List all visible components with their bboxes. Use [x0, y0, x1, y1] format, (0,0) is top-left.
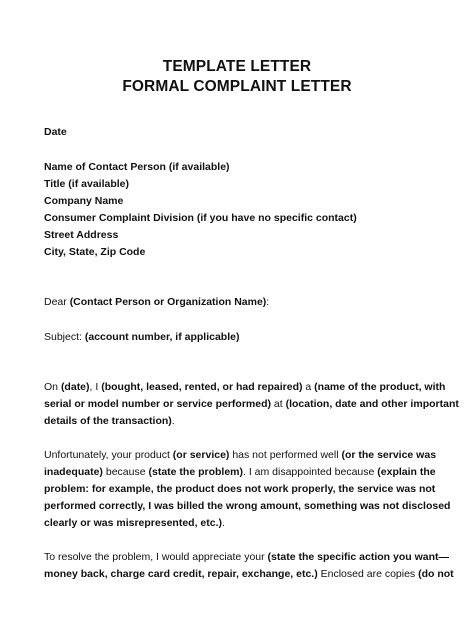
division-line: Consumer Complaint Division (if you have no specific contact) [44, 212, 357, 224]
company-line: Company Name [44, 195, 124, 207]
subject-line: Subject: (account number, if applicable) [44, 331, 240, 343]
para1-line2: serial or model number or service performed) at (location, date and other important [44, 398, 459, 410]
para3-line2: money back, charge card credit, repair, exchange, etc.) Enclosed are copies (do not [44, 568, 454, 580]
street-line: Street Address [44, 229, 119, 241]
contact-line: Name of Contact Person (if available) [44, 161, 230, 173]
letter-title: FORMAL COMPLAINT LETTER [122, 78, 352, 95]
para1-line1: On (date), I (bought, leased, rented, or had repaired) a (name of the product, with [44, 381, 446, 393]
template-title: TEMPLATE LETTER [162, 58, 312, 75]
title-line: Title (if available) [44, 178, 129, 190]
para2-line1: Unfortunately, your product (or service) has not performed well (or the service was [44, 449, 437, 461]
para3-line1: To resolve the problem, I would appreciate your (state the specific action you want— [44, 551, 449, 563]
salutation: Dear (Contact Person or Organization Name): [44, 296, 270, 308]
para1-line3: details of the transaction). [44, 415, 175, 427]
para2-line5: clearly or was misrepresented, etc.). [44, 517, 225, 529]
para2-line3: problem: for example, the product does not work properly, the service was not [44, 483, 436, 495]
para2-line4: performed correctly, I was billed the wrong amount, something was not disclosed [44, 500, 451, 512]
date-line: Date [44, 126, 67, 138]
city-line: City, State, Zip Code [44, 246, 146, 258]
para2-line2: inadequate) because (state the problem). I am disappointed because (explain the [44, 466, 436, 478]
